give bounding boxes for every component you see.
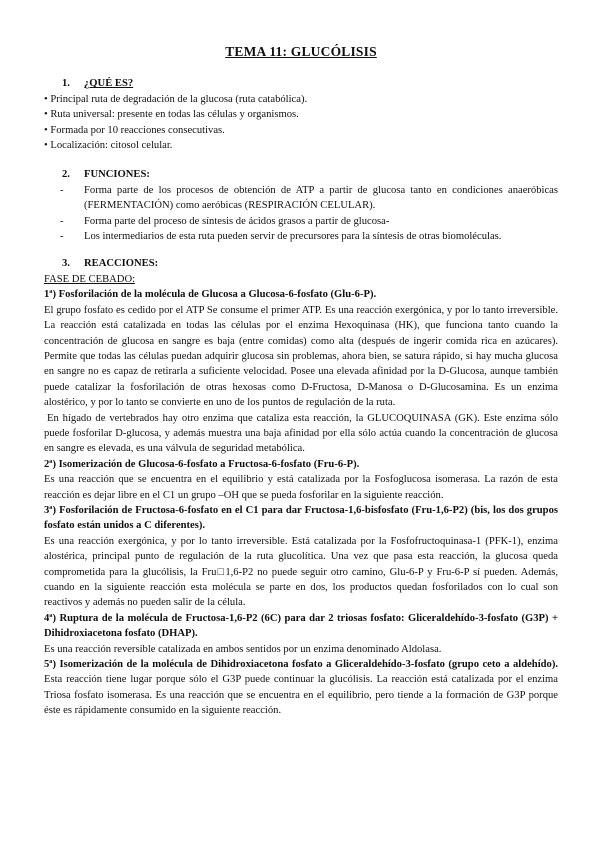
section-heading-que-es bbox=[62, 76, 558, 91]
section-heading-text: ¿QUÉ ES? bbox=[84, 78, 134, 90]
list-item-text: Forma parte de los procesos de obtención de ATP a partir de glucosa tanto en condiciones anaeróbicas (FERMENTACIÓN) como aeróbicas (RESPIRACIÓN CELULAR). bbox=[84, 184, 558, 212]
list-item: • Formada por 10 reacciones consecutivas. bbox=[44, 124, 225, 136]
list-item: • Ruta universal: presente en todas las células y organismos. bbox=[44, 109, 299, 121]
document-page bbox=[44, 44, 558, 719]
paragraph: Es una reacción que se encuentra en el equilibrio y está catalizada por la Fosfoglucosa isomerasa. La razón de esta reacción es dejar libre en el C1 un grupo –OH que se pueda fosforilar en la siguiente reacción. bbox=[44, 474, 558, 501]
list-item bbox=[44, 229, 558, 244]
document-title: TEMA 11: GLUCÓLISIS bbox=[225, 44, 377, 59]
paragraph: Es una reacción exergónica, y por lo tanto irreversible. Está catalizada por la Fosfofructoquinasa-1 (PFK-1), enzima alostérica, principal punto de regulación de la ruta glucolítica. Una vez que pasa esta reacción, la glucosa queda comprometida para la glucólisis, la Fru□1,6-P2 no puede seguir otro camino, Glu-6-P y Fru-6-P sí pueden. Además, cuando en la siguiente reacción esta molécula se parte en dos, los productos quedan fosforilados con lo cual son reactivos y además no pueden salir de la célula. bbox=[44, 535, 558, 609]
paragraph-inline: Esta reacción tiene lugar porque sólo el G3P puede continuar la glucólisis. La reacción está catalizada por el enzima Triosa fosfato isomerasa. Es una reacción que se encuentra en el equilibrio, pero tiende a la formación de G3P porque éste es rápidamente consumido en la siguiente reacción. bbox=[44, 674, 558, 717]
reaction-title-2: 2ª) Isomerización de Glucosa-6-fosfato a Fructosa-6-fosfato (Fru-6-P). bbox=[44, 458, 360, 470]
phase-heading: FASE DE CEBADO: bbox=[44, 273, 136, 285]
reaction-title-4: 4ª) Ruptura de la molécula de Fructosa-1,6-P2 (6C) para dar 2 triosas fosfato: Gliceraldehído-3-fosfato (G3P) + Dihidroxiacetona fosfato (DHAP). bbox=[44, 612, 558, 640]
list-item: • Localización: citosol celular. bbox=[44, 140, 173, 152]
section-number: 3. bbox=[62, 258, 70, 270]
paragraph: Es una reacción reversible catalizada en ambos sentidos por un enzima denominado Aldolasa. bbox=[44, 643, 442, 655]
section-heading-text: REACCIONES: bbox=[84, 258, 159, 270]
dash-marker: - bbox=[60, 215, 64, 227]
section-number: 1. bbox=[62, 78, 70, 90]
dash-marker: - bbox=[60, 231, 64, 243]
list-item bbox=[44, 214, 558, 229]
section-heading-funciones bbox=[62, 167, 558, 182]
list-item-text: Forma parte del proceso de síntesis de ácidos grasos a partir de glucosa- bbox=[84, 215, 390, 227]
reaction-title-3: 3ª) Fosforilación de Fructosa-6-fosfato en el C1 para dar Fructosa-1,6-bisfosfato (Fru-1,6-P2) (bis, los dos grupos fosfato están unidos a C diferentes). bbox=[44, 504, 558, 532]
list-item bbox=[44, 183, 558, 214]
list-item: • Principal ruta de degradación de la glucosa (ruta catabólica). bbox=[44, 93, 308, 105]
reaction-title-1: 1ª) Fosforilación de la molécula de Glucosa a Glucosa-6-fosfato (Glu-6-P). bbox=[44, 289, 377, 301]
paragraph: En hígado de vertebrados hay otro enzima que cataliza esta reacción, la GLUCOQUINASA (GK). Este enzima sólo puede fosforilar D-glucosa, y además muestra una baja afinidad por ella sólo actúa cuando la concentración de glucosa en sangre es elevada, es una válvula de seguridad metabólica. bbox=[44, 412, 558, 455]
list-item-text: Los intermediarios de esta ruta pueden servir de precursores para la síntesis de otras biomoléculas. bbox=[84, 231, 502, 243]
paragraph: El grupo fosfato es cedido por el ATP Se consume el primer ATP. Es una reacción exergónica, y por lo tanto irreversible. La reacción está catalizada en todas las células por el enzima Hexoquinasa (HK), que funciona tanto cuando la concentración de glucosa en sangre es baja (entre comidas) como alta (después de ingerir comida rica en azúcares). Permite que todas las células puedan adquirir glucosa sin problemas, ahora bien, se satura rápido, si hay mucha glucosa en sangre no es capaz de retirarla a suficiente velocidad. Posee una elevada afinidad por la D-Glucosa, aunque también puede catalizar la fosforilación de otras hexosas como D-Fructosa, D-Manosa o D-Glucosamina. Es un enzima alostérico, y por lo tanto se convierte en uno de los puntos de regulación de la ruta. bbox=[44, 304, 558, 409]
reaction-title-5: 5ª) Isomerización de la molécula de Dihidroxiacetona fosfato a Gliceraldehído-3-fosfato (grupo ceto a aldehído). bbox=[44, 659, 558, 671]
section-heading-text: FUNCIONES: bbox=[84, 169, 150, 181]
section-number: 2. bbox=[62, 169, 70, 181]
dash-marker: - bbox=[60, 184, 64, 196]
section-heading-reacciones bbox=[62, 256, 558, 271]
reaction-5-block bbox=[44, 657, 558, 719]
